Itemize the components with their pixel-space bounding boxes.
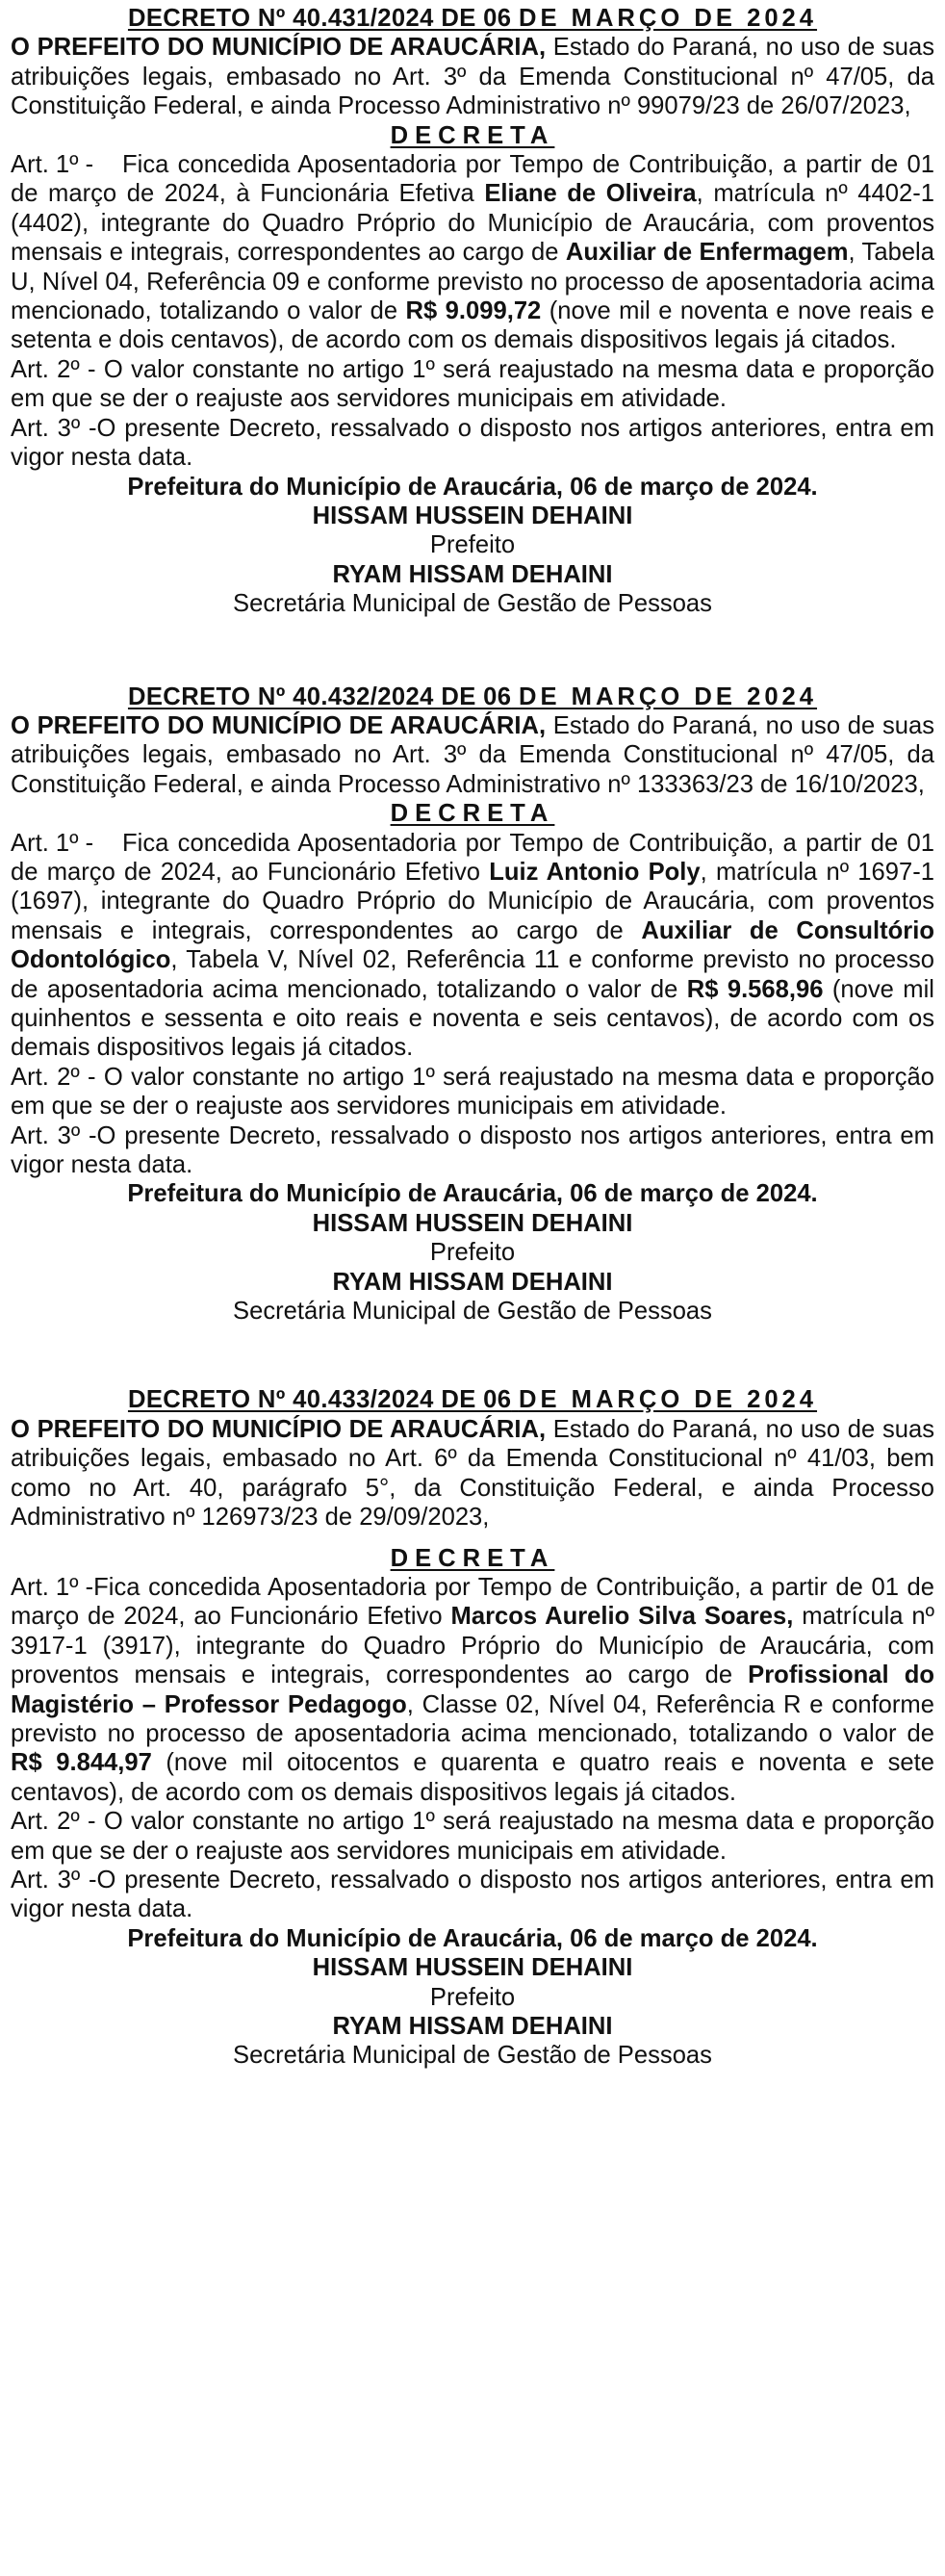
decree-title-month: DE MARÇO DE 2024: [518, 1386, 818, 1414]
signer-secretary-role: Secretária Municipal de Gestão de Pessoas: [233, 590, 712, 618]
preamble-text: Estado do Paraná, no uso de suas atribuições legais, embasado no Art. 3º da Emenda Constitucional nº 47/05, da Constituição Federal, e ainda Processo Administrativo nº 99079/23 de 26/07/2023,: [11, 34, 935, 120]
benefit-value: R$ 9.844,97: [11, 1749, 152, 1777]
article-1-text-b: matrícula nº 3917-1 (3917), integrante do Quadro Próprio do Município de Araucária, com proventos mensais e integrais, correspondentes ao cargo de: [11, 1603, 934, 1689]
signer-secretary-name: RYAM HISSAM DEHAINI: [332, 2013, 613, 2040]
signer-mayor-role: Prefeito: [429, 531, 516, 559]
article-1-text-b: , matrícula nº 4402-1 (4402), integrante do Quadro Próprio do Município de Araucária, com proventos mensais e integrais, correspondentes ao cargo de: [11, 180, 934, 267]
signer-secretary-name: RYAM HISSAM DEHAINI: [332, 1268, 613, 1296]
decree-page: [11, 0, 934, 2071]
preamble-text: Estado do Paraná, no uso de suas atribuições legais, embasado no Art. 6º da Emenda Constitucional nº 41/03, bem como no Art. 40, parágrafo 5°, da Constituição Federal, e ainda Processo Administrativo nº 126973/23 de 29/09/2023,: [11, 1415, 935, 1532]
article-2: Art. 2º - O valor constante no artigo 1º será reajustado na mesma data e proporção em que se der o reajuste aos servidores municipais em atividade.: [11, 1808, 934, 1865]
article-1: [11, 829, 934, 1063]
decree-title-number: DECRETO Nº 40.432/2024 DE 06: [127, 683, 512, 710]
beneficiary-name: Luiz Antonio Poly: [489, 858, 701, 886]
article-1-text-b: , matrícula nº 1697-1 (1697), integrante do Quadro Próprio do Município de Araucária, com proventos mensais e integrais, correspondentes ao cargo de: [11, 858, 934, 944]
decree-title-month: DE MARÇO DE 2024: [518, 683, 818, 710]
beneficiary-role: Auxiliar de Enfermagem: [565, 239, 849, 267]
article-1-text-d: (nove mil e noventa e nove reais e setenta e dois centavos), de acordo com os demais dispositivos legais já citados.: [11, 297, 934, 354]
beneficiary-name: Marcos Aurelio Silva Soares,: [450, 1603, 794, 1631]
decree-title-number: DECRETO Nº 40.433/2024 DE 06: [127, 1386, 512, 1414]
place-date: Prefeitura do Município de Araucária, 06 de março de 2024.: [127, 1180, 818, 1208]
preamble-authority: O PREFEITO DO MUNICÍPIO DE ARAUCÁRIA,: [11, 1415, 547, 1443]
article-3: Art. 3º -O presente Decreto, ressalvado o disposto nos artigos anteriores, entra em vigor nesta data.: [11, 1866, 934, 1923]
decree-title: [11, 1385, 934, 1414]
preamble-authority: O PREFEITO DO MUNICÍPIO DE ARAUCÁRIA,: [11, 711, 547, 739]
decree-title: [11, 4, 934, 33]
article-1-label: Art. 1º -: [11, 151, 94, 179]
decree-title: [11, 683, 934, 711]
decree-title-number: DECRETO Nº 40.431/2024 DE 06: [127, 5, 512, 32]
signer-secretary-name: RYAM HISSAM DEHAINI: [332, 560, 613, 588]
decree-40432: [11, 683, 934, 1327]
article-1-text-a: Fica concedida Aposentadoria por Tempo de Contribuição, a partir de 01 de março de 2024, à Funcionária Efetiva: [11, 151, 934, 208]
article-1: [11, 1573, 934, 1807]
signer-secretary-role: Secretária Municipal de Gestão de Pessoas: [233, 2042, 712, 2070]
article-1-text-c: , Tabela V, Nível 02, Referência 11 e conforme previsto no processo de aposentadoria acima mencionado, totalizando o valor de: [11, 946, 934, 1003]
article-1-text-a: Fica concedida Aposentadoria por Tempo de Contribuição, a partir de 01 de março de 2024, ao Funcionário Efetivo: [11, 1573, 934, 1631]
decree-preamble: [11, 33, 934, 120]
decree-preamble: [11, 711, 934, 799]
preamble-authority: O PREFEITO DO MUNICÍPIO DE ARAUCÁRIA,: [11, 34, 547, 62]
signer-secretary-role: Secretária Municipal de Gestão de Pessoas: [233, 1298, 712, 1326]
article-1-text-a: Fica concedida Aposentadoria por Tempo de Contribuição, a partir de 01 de março de 2024, ao Funcionário Efetivo: [11, 829, 934, 886]
article-3: Art. 3º -O presente Decreto, ressalvado o disposto nos artigos anteriores, entra em vigor nesta data.: [11, 414, 934, 472]
article-1-label: Art. 1º -: [11, 829, 94, 857]
decreta-heading: DECRETA: [390, 121, 555, 149]
article-2: Art. 2º - O valor constante no artigo 1º será reajustado na mesma data e proporção em que se der o reajuste aos servidores municipais em atividade.: [11, 355, 934, 413]
decree-preamble: [11, 1415, 934, 1533]
place-date: Prefeitura do Município de Araucária, 06 de março de 2024.: [127, 473, 818, 501]
signer-mayor-name: HISSAM HUSSEIN DEHAINI: [312, 502, 633, 529]
decree-title-month: DE MARÇO DE 2024: [518, 5, 818, 32]
preamble-text: Estado do Paraná, no uso de suas atribuições legais, embasado no Art. 3º da Emenda Constitucional nº 47/05, da Constituição Federal, e ainda Processo Administrativo nº 133363/23 de 16/10/2023,: [11, 711, 935, 798]
decreta-heading: DECRETA: [390, 800, 555, 828]
article-1: [11, 150, 934, 355]
article-1-text-d: (nove mil oitocentos e quarenta e quatro reais e noventa e sete centavos), de acordo com os demais dispositivos legais já citados.: [11, 1749, 934, 1806]
place-date: Prefeitura do Município de Araucária, 06 de março de 2024.: [127, 1924, 818, 1952]
article-1-text-c: , Classe 02, Nível 04, Referência R e conforme previsto no processo de aposentadoria acima mencionado, totalizando o valor de: [11, 1690, 934, 1747]
article-3: Art. 3º -O presente Decreto, ressalvado o disposto nos artigos anteriores, entra em vigor nesta data.: [11, 1121, 934, 1179]
article-1-text-d: (nove mil quinhentos e sessenta e oito reais e noventa e seis centavos), de acordo com os demais dispositivos legais já citados.: [11, 975, 934, 1062]
beneficiary-name: Eliane de Oliveira: [484, 180, 697, 208]
article-1-label: Art. 1º -: [11, 1573, 94, 1601]
decree-40431: [11, 4, 934, 619]
beneficiary-role: Auxiliar de Consultório Odontológico: [11, 916, 934, 974]
signer-mayor-role: Prefeito: [429, 1983, 516, 2011]
decree-40433: [11, 1385, 934, 2070]
article-1-text-c: , Tabela U, Nível 04, Referência 09 e conforme previsto no processo de aposentadoria acima mencionado, totalizando o valor de: [11, 239, 934, 325]
benefit-value: R$ 9.568,96: [686, 975, 824, 1003]
signer-mayor-name: HISSAM HUSSEIN DEHAINI: [312, 1954, 633, 1982]
article-2: Art. 2º - O valor constante no artigo 1º será reajustado na mesma data e proporção em que se der o reajuste aos servidores municipais em atividade.: [11, 1063, 934, 1121]
signer-mayor-name: HISSAM HUSSEIN DEHAINI: [312, 1209, 633, 1237]
beneficiary-role: Profissional do Magistério – Professor Pedagogo: [11, 1662, 935, 1718]
signer-mayor-role: Prefeito: [429, 1239, 516, 1267]
benefit-value: R$ 9.099,72: [405, 297, 542, 325]
decreta-heading: DECRETA: [390, 1544, 555, 1572]
